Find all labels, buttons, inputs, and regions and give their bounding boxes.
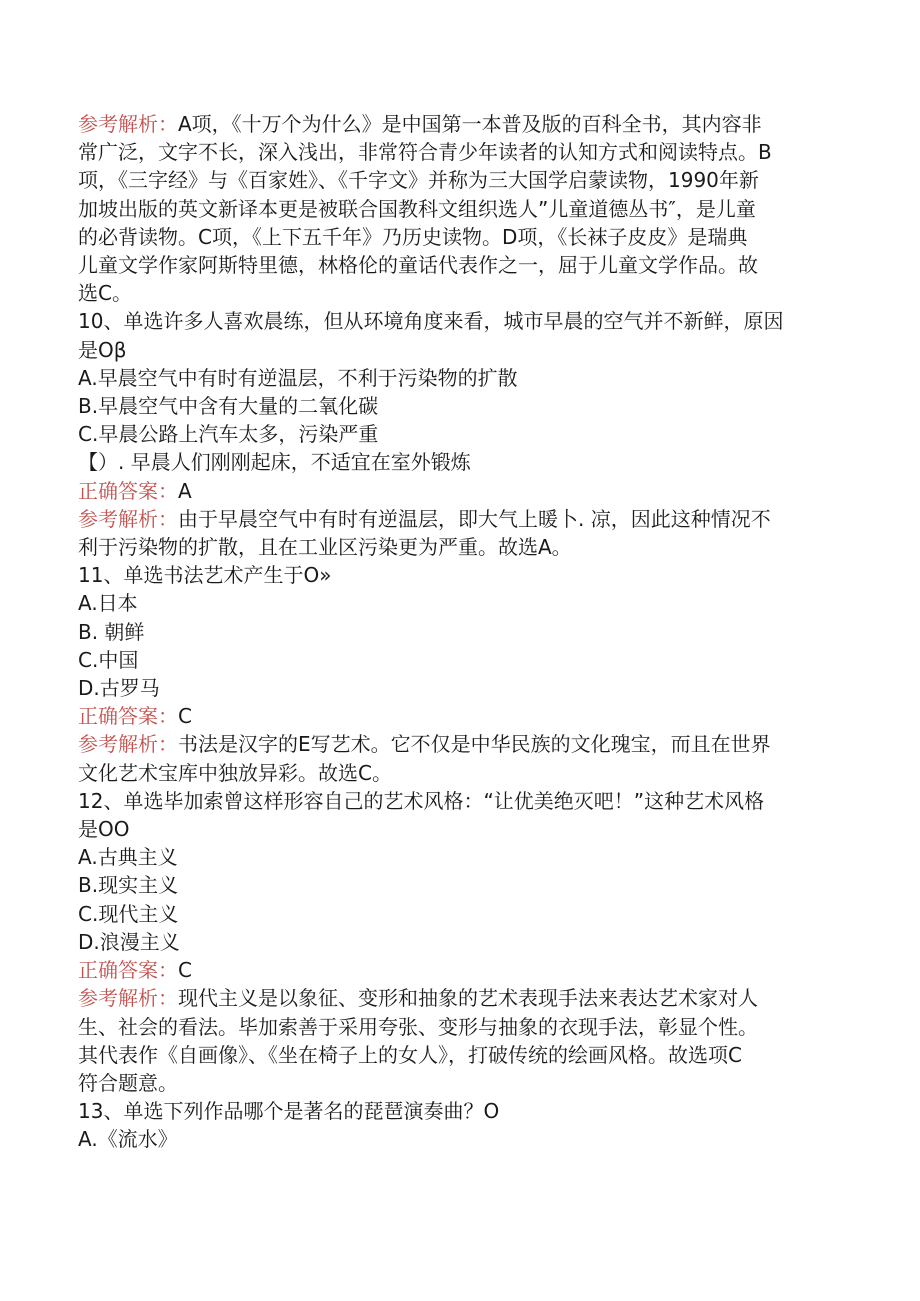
question-12-text: 12、单选毕加索曾这样形容自己的艺术风格：“让优美绝灭吧！”这种艺术风格: [78, 788, 765, 813]
question-10-text: 是Oβ: [78, 337, 127, 362]
answer-value: C: [178, 958, 192, 983]
analysis-line: 常广泛，文字不长，深入浅出，非常符合青少年读者的认知方式和阅读特点。B: [78, 140, 772, 165]
question-12-analysis: 生、社会的看法。毕加索善于采用夸张、变形与抽象的衣现手法，彰显个性。: [78, 1014, 758, 1039]
question-11-option-a: A.日本: [78, 591, 138, 616]
question-12-analysis: 其代表作《自画像》、《坐在椅子上的女人》，打破传统的绘画风格。故选项C: [78, 1042, 742, 1067]
question-12-answer: [78, 956, 838, 984]
question-11-option-d: D.古罗马: [78, 676, 160, 701]
analysis-line: 选C。: [78, 281, 132, 306]
question-12-option-d: D.浪漫主义: [78, 929, 180, 954]
analysis-line: 参考解析：A项，《十万个为什么》是中国第一本普及版的百科全书，其内容非: [78, 112, 762, 136]
analysis-line: 加坡出版的英文新译本更是被联合国教科文组织选人”儿童道德丛书″，是儿童: [78, 196, 756, 221]
question-12-text: 是OO: [78, 817, 130, 842]
question-10-text: 10、单选许多人喜欢晨练，但从环境角度来看，城市早晨的空气并不新鲜，原因: [78, 309, 784, 334]
question-13-text: 13、单选下列作品哪个是著名的琵琶演奏曲？O: [78, 1099, 500, 1124]
analysis-label: 参考解析：: [78, 112, 178, 136]
question-10-option-a: A.早晨空气中有时有逆温层，不利于污染物的扩散: [78, 365, 518, 390]
question-13-option-a: A.《流水》: [78, 1127, 178, 1152]
question-12-analysis: 参考解析：现代主义是以象征、变形和抽象的艺术表现手法来表达艺术家对人: [78, 986, 758, 1011]
question-11-option-b: B. 朝鲜: [78, 619, 145, 644]
question-11-option-c: C.中国: [78, 647, 139, 672]
question-12-option-c: C.现代主义: [78, 901, 179, 926]
document-content: [78, 110, 838, 1154]
question-12-option-b: B.现实主义: [78, 873, 179, 898]
answer-value: C: [178, 704, 192, 729]
question-10-option-b: B.早晨空气中含有大量的二氧化碳: [78, 394, 379, 419]
analysis-line: 儿童文学作家阿斯特里德，林格伦的童话代表作之一，屈于儿童文学作品。故: [78, 253, 758, 278]
answer-label: 正确答案：: [78, 478, 178, 503]
question-10-option-c: C.早晨公路上汽车太多，污染严重: [78, 422, 379, 447]
analysis-label: 参考解析：: [78, 506, 178, 531]
question-11-analysis: 文化艺术宝库中独放异彩。故选C。: [78, 760, 392, 785]
question-10-option-d: 【）. 早晨人们刚刚起床，不适宜在室外锻炼: [78, 450, 471, 475]
answer-label: 正确答案：: [78, 704, 178, 729]
analysis-line: 的必背读物。C项，《上下五千年》乃历史读物。D项，《长袜子皮皮》是瑞典: [78, 224, 748, 249]
question-11-text: 11、单选书法艺术产生于O»: [78, 563, 332, 588]
question-10-answer: [78, 477, 838, 505]
question-10-analysis: 参考解析：由于早晨空气中有时有逆温层，即大气上暖卜. 凉，因此这种情况不: [78, 506, 771, 531]
question-11-analysis: 参考解析：书法是汉字的E写艺术。它不仅是中华民族的文化瑰宝，而且在世界: [78, 732, 771, 757]
answer-label: 正确答案：: [78, 958, 178, 983]
question-12-analysis: 符合题意。: [78, 1070, 178, 1095]
question-11-answer: [78, 702, 838, 730]
analysis-line: 项，《三字经》与《百家姓》、《千字文》并称为三大国学启蒙读物，1990年新: [78, 168, 759, 193]
answer-value: A: [178, 478, 192, 503]
question-10-analysis: 利于污染物的扩散，且在工业区污染更为严重。故选A。: [78, 535, 572, 560]
question-12-option-a: A.古典主义: [78, 845, 178, 870]
analysis-label: 参考解析：: [78, 732, 178, 757]
analysis-label: 参考解析：: [78, 986, 178, 1011]
